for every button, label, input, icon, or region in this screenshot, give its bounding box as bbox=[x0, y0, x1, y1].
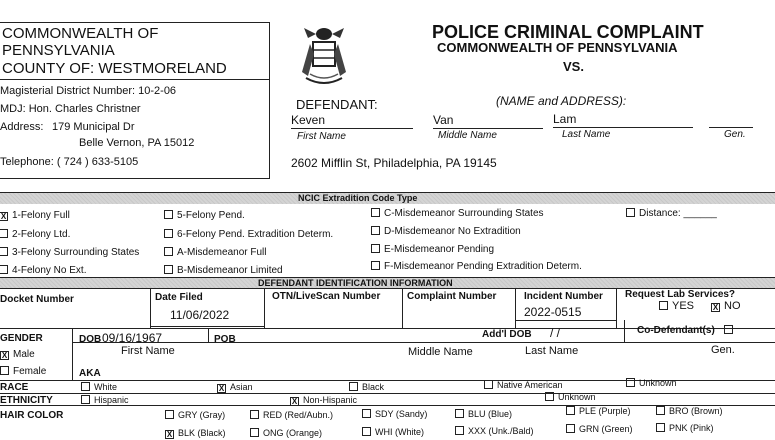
checkbox-icon: X bbox=[712, 303, 719, 312]
hair-blu-checkbox[interactable]: BLU (Blue) bbox=[455, 409, 512, 419]
court-line3: COUNTY OF: WESTMORELAND bbox=[2, 60, 227, 77]
checkbox-icon bbox=[0, 229, 8, 238]
incident-line bbox=[515, 320, 616, 321]
checkbox-icon: X bbox=[166, 430, 173, 439]
name-address-label: (NAME and ADDRESS): bbox=[496, 94, 627, 108]
checkbox-icon bbox=[626, 208, 635, 217]
checkbox-icon: X bbox=[291, 397, 298, 406]
checkbox-icon bbox=[566, 424, 575, 433]
aka-label: AKA bbox=[79, 368, 101, 379]
checkbox-icon bbox=[371, 261, 380, 270]
court-divider bbox=[0, 79, 270, 80]
ncic-d-misdemeanor[interactable]: D-Misdemeanor No Extradition bbox=[371, 226, 521, 237]
checkbox-icon bbox=[656, 406, 665, 415]
defendant-middle-name: Van bbox=[433, 113, 454, 127]
defid-title: DEFENDANT IDENTIFICATION INFORMATION bbox=[258, 278, 453, 288]
hair-gry-checkbox[interactable]: GRY (Gray) bbox=[165, 410, 225, 420]
ethnicity-hispanic-checkbox[interactable]: Hispanic bbox=[81, 395, 129, 405]
first-name-line bbox=[291, 128, 413, 129]
alias-gen-label: Gen. bbox=[711, 344, 735, 356]
gen-line bbox=[709, 127, 753, 128]
ncic-title: NCIC Extradition Code Type bbox=[298, 193, 418, 203]
checkbox-icon bbox=[362, 409, 371, 418]
checkbox-icon bbox=[81, 382, 90, 391]
checkbox-icon bbox=[164, 265, 173, 274]
court-line1: COMMONWEALTH OF bbox=[2, 25, 159, 42]
row-rule-names bbox=[72, 342, 775, 343]
codefendant-label[interactable]: Co-Defendant(s) bbox=[637, 325, 737, 336]
complaint-number-label: Complaint Number bbox=[407, 291, 497, 302]
hair-grn-checkbox[interactable]: GRN (Green) bbox=[566, 424, 633, 434]
checkbox-icon bbox=[371, 208, 380, 217]
address-label: Address: bbox=[0, 121, 44, 133]
defendant-first-name: Keven bbox=[291, 113, 326, 127]
ncic-e-misdemeanor[interactable]: E-Misdemeanor Pending bbox=[371, 244, 494, 255]
hair-red-checkbox[interactable]: RED (Red/Aubn.) bbox=[250, 410, 333, 420]
col-divider-1 bbox=[150, 288, 151, 328]
row-rule-ethnicity bbox=[0, 393, 775, 394]
hair-ple-checkbox[interactable]: PLE (Purple) bbox=[566, 406, 631, 416]
ethnicity-label: ETHNICITY bbox=[0, 395, 53, 406]
codef-divider bbox=[624, 320, 625, 342]
middle-name-line bbox=[433, 128, 543, 129]
incident-number-label: Incident Number bbox=[524, 291, 603, 302]
gender-col-divider bbox=[72, 328, 73, 380]
col-divider-3 bbox=[402, 288, 403, 328]
checkbox-icon bbox=[165, 410, 174, 419]
hair-blk-checkbox[interactable]: X BLK (Black) bbox=[166, 428, 226, 439]
checkbox-icon bbox=[455, 409, 464, 418]
pennsylvania-seal-icon bbox=[298, 24, 350, 88]
ncic-2-felony-ltd[interactable]: 2-Felony Ltd. bbox=[0, 229, 70, 240]
defendant-label: DEFENDANT: bbox=[296, 97, 378, 112]
incident-number-value: 2022-0515 bbox=[524, 305, 582, 319]
col-divider-4 bbox=[515, 288, 516, 328]
hair-whi-checkbox[interactable]: WHI (White) bbox=[362, 427, 424, 437]
add-dob-label: Add'l DOB bbox=[482, 329, 532, 340]
col-divider-5 bbox=[616, 288, 617, 328]
lab-services-label: Request Lab Services? bbox=[625, 289, 736, 300]
address-line1: 179 Municipal Dr bbox=[52, 121, 135, 133]
gen-caption: Gen. bbox=[724, 129, 746, 140]
checkbox-icon bbox=[164, 210, 173, 219]
lab-no-checkbox[interactable]: X NO bbox=[712, 300, 741, 312]
race-native-checkbox[interactable]: Native American bbox=[484, 380, 563, 390]
hair-sdy-checkbox[interactable]: SDY (Sandy) bbox=[362, 409, 427, 419]
pob-label: POB bbox=[214, 334, 236, 345]
race-asian-checkbox[interactable]: X Asian bbox=[218, 382, 253, 393]
address-line2: Belle Vernon, PA 15012 bbox=[79, 137, 195, 149]
hair-ong-checkbox[interactable]: ONG (Orange) bbox=[250, 428, 322, 438]
checkbox-icon bbox=[484, 380, 493, 389]
checkbox-icon bbox=[626, 378, 635, 387]
last-name-line bbox=[553, 127, 693, 128]
date-filed-line bbox=[150, 326, 264, 327]
checkbox-icon: X bbox=[218, 384, 225, 393]
last-name-caption: Last Name bbox=[562, 129, 611, 140]
court-line2: PENNSYLVANIA bbox=[2, 42, 115, 59]
female-checkbox[interactable]: Female bbox=[0, 366, 46, 377]
checkbox-icon bbox=[164, 229, 173, 238]
checkbox-icon bbox=[371, 226, 380, 235]
ethnicity-unknown-checkbox[interactable]: Unknown bbox=[545, 392, 596, 402]
checkbox-icon bbox=[0, 265, 8, 274]
ncic-5-felony-pend[interactable]: 5-Felony Pend. bbox=[164, 210, 245, 221]
checkbox-icon bbox=[164, 247, 173, 256]
ncic-b-misdemeanor-limited[interactable]: B-Misdemeanor Limited bbox=[164, 265, 283, 276]
hair-pnk-checkbox[interactable]: PNK (Pink) bbox=[656, 423, 714, 433]
race-unknown-checkbox[interactable]: Unknown bbox=[626, 378, 677, 388]
alias-middle-name-label: Middle Name bbox=[408, 346, 473, 358]
race-white-checkbox[interactable]: White bbox=[81, 382, 117, 392]
ncic-f-misdemeanor[interactable]: F-Misdemeanor Pending Extradition Determ. bbox=[371, 261, 582, 272]
hair-xxx-checkbox[interactable]: XXX (Unk./Bald) bbox=[455, 426, 534, 436]
complaint-subtitle: COMMONWEALTH OF PENNSYLVANIA bbox=[437, 40, 678, 55]
middle-name-caption: Middle Name bbox=[438, 130, 497, 141]
checkbox-icon bbox=[656, 423, 665, 432]
ncic-3-felony-surrounding[interactable]: 3-Felony Surrounding States bbox=[0, 247, 139, 258]
alias-first-name-label: First Name bbox=[121, 345, 175, 357]
ncic-6-felony-pend-ext[interactable]: 6-Felony Pend. Extradition Determ. bbox=[164, 229, 333, 240]
checkbox-icon bbox=[0, 247, 8, 256]
first-name-caption: First Name bbox=[297, 131, 346, 142]
race-black-checkbox[interactable]: Black bbox=[349, 382, 384, 392]
hair-color-label: HAIR COLOR bbox=[0, 410, 64, 421]
ncic-4-felony-no-ext[interactable]: 4-Felony No Ext. bbox=[0, 265, 86, 276]
district-number: Magisterial District Number: 10-2-06 bbox=[0, 85, 177, 97]
ncic-1-felony-full[interactable]: X 1-Felony Full bbox=[0, 210, 70, 221]
checkbox-icon bbox=[545, 392, 554, 401]
checkbox-icon bbox=[362, 427, 371, 436]
date-filed-label: Date Filed bbox=[155, 292, 203, 303]
col-divider-2 bbox=[264, 288, 265, 328]
checkbox-icon bbox=[371, 244, 380, 253]
ncic-a-misdemeanor-full[interactable]: A-Misdemeanor Full bbox=[164, 247, 266, 258]
race-label: RACE bbox=[0, 382, 29, 393]
telephone: Telephone: ( 724 ) 633-5105 bbox=[0, 156, 139, 168]
alias-last-name-label: Last Name bbox=[525, 345, 579, 357]
checkbox-icon bbox=[455, 426, 464, 435]
versus-label: VS. bbox=[563, 59, 584, 74]
hair-bro-checkbox[interactable]: BRO (Brown) bbox=[656, 406, 723, 416]
mdj-name: MDJ: Hon. Charles Christner bbox=[0, 103, 141, 115]
checkbox-icon bbox=[81, 395, 90, 404]
add-dob-value: / / bbox=[550, 326, 561, 340]
checkbox-icon bbox=[250, 428, 259, 437]
lab-yes-checkbox[interactable]: YES bbox=[659, 300, 694, 312]
dob-divider bbox=[208, 328, 209, 342]
checkbox-icon: X bbox=[0, 212, 7, 221]
checkbox-icon bbox=[566, 406, 575, 415]
male-checkbox[interactable]: X Male bbox=[1, 349, 35, 360]
checkbox-icon bbox=[250, 410, 259, 419]
ethnicity-non-hispanic-checkbox[interactable]: X Non-Hispanic bbox=[291, 395, 358, 406]
defendant-address: 2602 Mifflin St, Philadelphia, PA 19145 bbox=[291, 156, 497, 170]
complaint-title: POLICE CRIMINAL COMPLAINT bbox=[432, 22, 704, 42]
checkbox-icon: X bbox=[1, 351, 8, 360]
ncic-c-misdemeanor[interactable]: C-Misdemeanor Surrounding States bbox=[371, 208, 544, 219]
checkbox-icon bbox=[724, 325, 733, 334]
checkbox-icon bbox=[0, 366, 9, 375]
ncic-distance[interactable]: Distance: ______ bbox=[626, 208, 717, 219]
dob-value: 09/16/1967 bbox=[102, 331, 163, 345]
otn-label: OTN/LiveScan Number bbox=[272, 291, 381, 302]
checkbox-icon bbox=[659, 301, 668, 310]
date-filed-value: 11/06/2022 bbox=[170, 308, 230, 322]
dob-label: DOB bbox=[79, 334, 102, 345]
checkbox-icon bbox=[349, 382, 358, 391]
gender-label: GENDER bbox=[0, 333, 43, 344]
defendant-last-name: Lam bbox=[553, 112, 577, 126]
docket-number-label: Docket Number bbox=[0, 294, 74, 305]
